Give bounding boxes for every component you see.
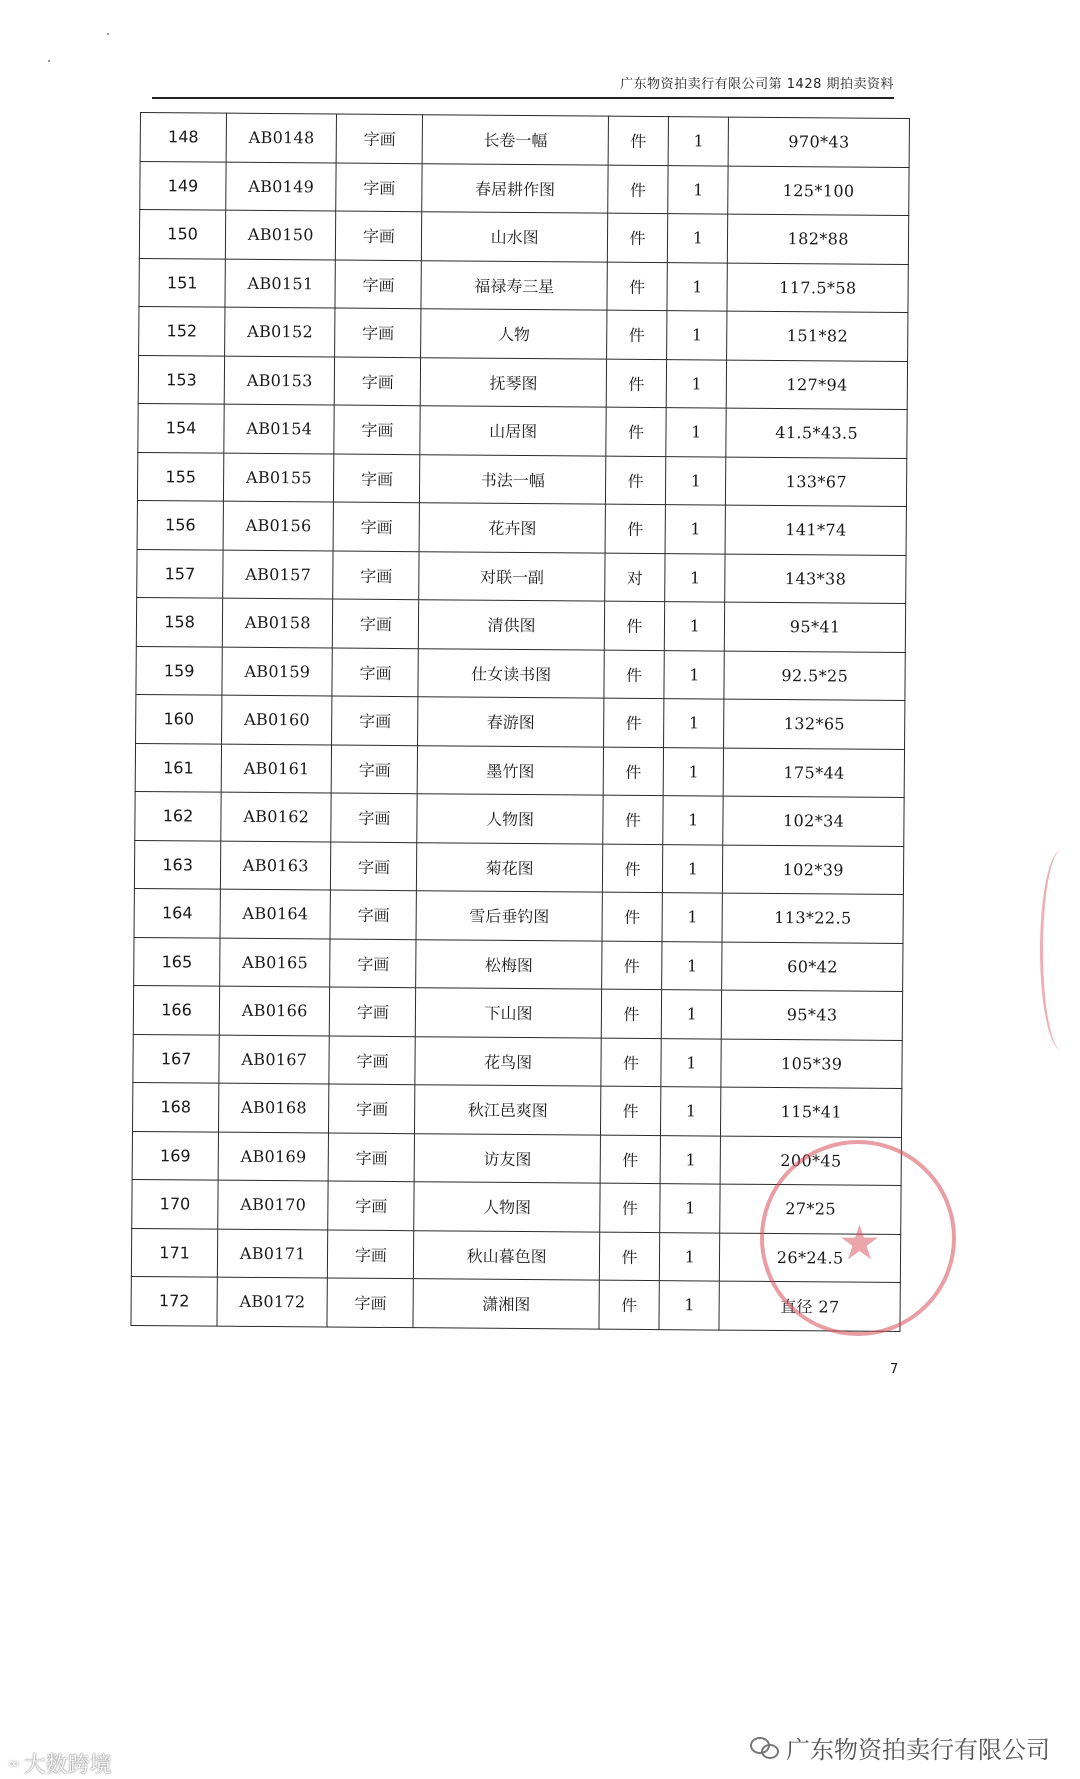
cell-lot-code: AB0171: [218, 1229, 329, 1278]
wechat-watermark: [750, 1730, 1050, 1765]
cell-row-number: 153: [138, 355, 225, 404]
scan-speck: [48, 60, 50, 62]
cell-lot-code: AB0150: [226, 210, 337, 259]
cell-item-name: 对联一副: [419, 551, 605, 601]
cell-item-name: 墨竹图: [418, 745, 604, 795]
cell-lot-code: AB0163: [221, 841, 332, 890]
cell-dimensions: 151*82: [727, 311, 908, 361]
cell-unit: 件: [608, 165, 669, 214]
cell-dimensions: 175*44: [724, 748, 905, 798]
cell-row-number: 161: [135, 743, 222, 792]
cell-row-number: 165: [134, 937, 221, 986]
cell-lot-code: AB0149: [226, 162, 337, 211]
cell-item-name: 花鸟图: [415, 1036, 601, 1086]
table-row: [139, 210, 908, 265]
cell-lot-code: AB0167: [219, 1035, 330, 1084]
cell-category: 字画: [333, 551, 419, 600]
cell-row-number: 154: [138, 403, 225, 452]
page-header-title: 广东物资拍卖行有限公司第 1428 期拍卖资料: [620, 77, 894, 92]
cell-quantity: 1: [660, 1184, 721, 1233]
cell-category: 字画: [330, 939, 416, 988]
cell-item-name: 仕女读书图: [418, 648, 604, 698]
cell-row-number: 148: [140, 113, 227, 162]
cell-dimensions: 92.5*25: [724, 651, 905, 701]
cell-item-name: 雪后垂钓图: [416, 891, 602, 941]
cell-category: 字画: [329, 1084, 415, 1133]
site-watermark-name: 大数跨境: [23, 1753, 112, 1778]
cell-quantity: 1: [663, 747, 724, 796]
cell-dimensions: 41.5*43.5: [726, 408, 907, 458]
cell-item-name: 秋江邑爽图: [415, 1085, 601, 1135]
cell-row-number: 170: [132, 1179, 219, 1228]
cell-quantity: 1: [664, 602, 725, 651]
cell-row-number: 155: [137, 452, 224, 501]
cell-unit: 件: [599, 1232, 660, 1281]
cell-unit: 件: [602, 892, 663, 941]
table-row: [140, 113, 909, 168]
cell-dimensions: 200*45: [721, 1136, 902, 1186]
cell-item-name: 人物图: [417, 794, 603, 844]
cell-row-number: 171: [131, 1228, 218, 1277]
table-row: [139, 306, 908, 361]
cell-row-number: 151: [139, 258, 226, 307]
auction-items-table: [130, 112, 910, 1332]
cell-item-name: 松梅图: [416, 939, 602, 989]
cell-item-name: 抚琴图: [421, 357, 607, 407]
table-row: [137, 452, 906, 507]
cell-dimensions: 95*43: [722, 990, 903, 1040]
cell-lot-code: AB0164: [220, 889, 331, 938]
cell-lot-code: AB0154: [224, 404, 335, 453]
cell-unit: 件: [601, 989, 662, 1038]
scan-speck: [107, 33, 109, 35]
cell-quantity: 1: [665, 553, 726, 602]
cell-item-name: 访友图: [415, 1133, 601, 1183]
cell-row-number: 166: [133, 985, 220, 1034]
cell-quantity: 1: [667, 262, 728, 311]
cell-unit: 件: [605, 456, 666, 505]
cell-dimensions: 970*43: [729, 117, 910, 167]
cell-category: 字画: [331, 842, 417, 891]
cell-unit: 件: [600, 1183, 661, 1232]
table-row: [138, 355, 907, 410]
cell-unit: 件: [604, 650, 665, 699]
cell-dimensions: 113*22.5: [722, 893, 903, 943]
header-rule: [152, 97, 894, 99]
wechat-icon: [750, 1737, 780, 1759]
cell-item-name: 书法一幅: [420, 454, 606, 504]
cell-row-number: 158: [136, 597, 223, 646]
table-row: [135, 791, 904, 846]
cell-item-name: 菊花图: [417, 842, 603, 892]
cell-lot-code: AB0151: [225, 259, 336, 308]
cell-row-number: 167: [133, 1034, 220, 1083]
cell-dimensions: 95*41: [725, 602, 906, 652]
cell-unit: 件: [602, 844, 663, 893]
cell-category: 字画: [337, 114, 423, 163]
cell-item-name: 花卉图: [419, 503, 605, 553]
cell-lot-code: AB0157: [223, 550, 334, 599]
cell-quantity: 1: [664, 650, 725, 699]
cell-lot-code: AB0166: [219, 986, 330, 1035]
cell-lot-code: AB0161: [221, 744, 332, 793]
table-row: [134, 840, 903, 895]
cell-category: 字画: [336, 211, 422, 260]
cell-unit: 件: [606, 359, 667, 408]
cell-row-number: 152: [139, 306, 226, 355]
cell-category: 字画: [329, 1036, 415, 1085]
cell-category: 字画: [334, 405, 420, 454]
cell-row-number: 160: [136, 694, 223, 743]
cell-quantity: 1: [661, 1038, 722, 1087]
cell-item-name: 人物图: [414, 1182, 600, 1232]
cell-unit: 件: [607, 262, 668, 311]
table-row: [134, 937, 903, 992]
cell-lot-code: AB0169: [218, 1132, 329, 1181]
cell-category: 字画: [333, 599, 419, 648]
cell-category: 字画: [328, 1230, 414, 1279]
cell-lot-code: AB0170: [218, 1180, 329, 1229]
cell-category: 字画: [330, 987, 416, 1036]
cell-category: 字画: [335, 357, 421, 406]
cell-unit: 件: [601, 941, 662, 990]
table-row: [133, 985, 902, 1040]
cell-row-number: 156: [137, 500, 224, 549]
cell-unit: 件: [599, 1280, 660, 1329]
cell-lot-code: AB0172: [217, 1277, 328, 1326]
table-row: [140, 161, 909, 216]
table-row: [135, 743, 904, 798]
cell-quantity: 1: [660, 1135, 721, 1184]
cell-item-name: 秋山暮色图: [414, 1230, 600, 1280]
cell-row-number: 162: [135, 791, 222, 840]
seal-star-icon: ★: [838, 1215, 882, 1271]
cell-dimensions: 133*67: [726, 457, 907, 507]
table-row: [132, 1082, 901, 1137]
cell-quantity: 1: [664, 699, 725, 748]
cell-unit: 件: [604, 601, 665, 650]
cell-unit: 对: [605, 553, 666, 602]
table-row: [133, 1034, 902, 1089]
table-row: [139, 258, 908, 313]
cell-lot-code: AB0160: [222, 695, 333, 744]
cell-unit: 件: [603, 698, 664, 747]
cell-lot-code: AB0159: [222, 647, 333, 696]
cell-item-name: 山居图: [420, 406, 606, 456]
table-row: [137, 500, 906, 555]
cell-row-number: 164: [134, 888, 221, 937]
cell-dimensions: 直径 27: [719, 1281, 900, 1331]
cell-quantity: 1: [661, 990, 722, 1039]
table-row: [136, 597, 905, 652]
cell-quantity: 1: [668, 165, 729, 214]
cell-dimensions: 143*38: [725, 554, 906, 604]
cell-row-number: 149: [140, 161, 227, 210]
wechat-account-name: 广东物资拍卖行有限公司: [786, 1736, 1050, 1764]
cell-row-number: 150: [139, 210, 226, 259]
table-row: [137, 549, 906, 604]
cell-category: 字画: [334, 454, 420, 503]
cell-dimensions: 127*94: [727, 360, 908, 410]
table-row: [136, 646, 905, 701]
cell-quantity: 1: [660, 1232, 721, 1281]
cell-lot-code: AB0153: [224, 356, 335, 405]
cell-unit: 件: [605, 504, 666, 553]
cell-quantity: 1: [667, 311, 728, 360]
cell-lot-code: AB0152: [225, 307, 336, 356]
cell-category: 字画: [332, 745, 418, 794]
cell-unit: 件: [600, 1086, 661, 1135]
cell-category: 字画: [332, 648, 418, 697]
cell-dimensions: 105*39: [721, 1039, 902, 1089]
cell-quantity: 1: [663, 844, 724, 893]
cell-quantity: 1: [666, 456, 727, 505]
cell-category: 字画: [331, 793, 417, 842]
site-logo-icon: ∞: [8, 1755, 20, 1772]
cell-lot-code: AB0162: [221, 792, 332, 841]
cell-quantity: 1: [666, 408, 727, 457]
cell-dimensions: 117.5*58: [727, 263, 908, 313]
cell-dimensions: 102*34: [723, 796, 904, 846]
cell-category: 字画: [329, 1133, 415, 1182]
cell-item-name: 长卷一幅: [423, 115, 609, 165]
cell-category: 字画: [336, 163, 422, 212]
cell-dimensions: 115*41: [721, 1087, 902, 1137]
seal-fragment-edge: [1040, 850, 1080, 1050]
cell-unit: 件: [606, 310, 667, 359]
cell-lot-code: AB0148: [226, 113, 337, 162]
cell-item-name: 福禄寿三星: [421, 260, 607, 310]
cell-category: 字画: [335, 260, 421, 309]
cell-dimensions: 125*100: [728, 166, 909, 216]
cell-row-number: 163: [134, 840, 221, 889]
cell-item-name: 春游图: [418, 697, 604, 747]
cell-quantity: 1: [661, 1087, 722, 1136]
cell-category: 字画: [332, 696, 418, 745]
table-row: [138, 403, 907, 458]
cell-quantity: 1: [663, 796, 724, 845]
cell-row-number: 168: [132, 1082, 219, 1131]
cell-row-number: 157: [137, 549, 224, 598]
cell-category: 字画: [327, 1278, 413, 1327]
cell-category: 字画: [328, 1181, 414, 1230]
cell-dimensions: 27*25: [720, 1184, 901, 1234]
cell-quantity: 1: [662, 893, 723, 942]
cell-category: 字画: [335, 308, 421, 357]
cell-dimensions: 60*42: [722, 942, 903, 992]
site-watermark: [8, 1748, 112, 1779]
cell-lot-code: AB0158: [222, 598, 333, 647]
cell-dimensions: 132*65: [724, 699, 905, 749]
cell-unit: 件: [600, 1135, 661, 1184]
cell-item-name: 春居耕作图: [422, 163, 608, 213]
table-body: [131, 113, 909, 1332]
cell-dimensions: 141*74: [725, 505, 906, 555]
cell-item-name: 下山图: [416, 988, 602, 1038]
table-row: [136, 694, 905, 749]
table-row: [134, 888, 903, 943]
cell-quantity: 1: [662, 941, 723, 990]
cell-unit: 件: [603, 747, 664, 796]
cell-lot-code: AB0155: [224, 453, 335, 502]
cell-category: 字画: [330, 890, 416, 939]
cell-quantity: 1: [665, 505, 726, 554]
cell-quantity: 1: [659, 1281, 720, 1330]
cell-item-name: 潇湘图: [413, 1279, 599, 1329]
cell-dimensions: 26*24.5: [720, 1233, 901, 1283]
cell-item-name: 人物: [421, 309, 607, 359]
cell-unit: 件: [608, 116, 669, 165]
cell-item-name: 山水图: [422, 212, 608, 262]
cell-quantity: 1: [668, 214, 729, 263]
cell-quantity: 1: [668, 117, 729, 166]
cell-dimensions: 182*88: [728, 214, 909, 264]
cell-lot-code: AB0165: [220, 938, 331, 987]
cell-item-name: 清供图: [419, 600, 605, 650]
cell-dimensions: 102*39: [723, 845, 904, 895]
cell-quantity: 1: [666, 359, 727, 408]
cell-unit: 件: [601, 1038, 662, 1087]
cell-category: 字画: [334, 502, 420, 551]
page-number: 7: [890, 1362, 899, 1377]
cell-row-number: 159: [136, 646, 223, 695]
cell-unit: 件: [607, 213, 668, 262]
cell-row-number: 169: [132, 1131, 219, 1180]
cell-row-number: 172: [131, 1276, 218, 1325]
cell-unit: 件: [606, 407, 667, 456]
cell-unit: 件: [603, 795, 664, 844]
cell-lot-code: AB0168: [219, 1083, 330, 1132]
cell-lot-code: AB0156: [223, 501, 334, 550]
